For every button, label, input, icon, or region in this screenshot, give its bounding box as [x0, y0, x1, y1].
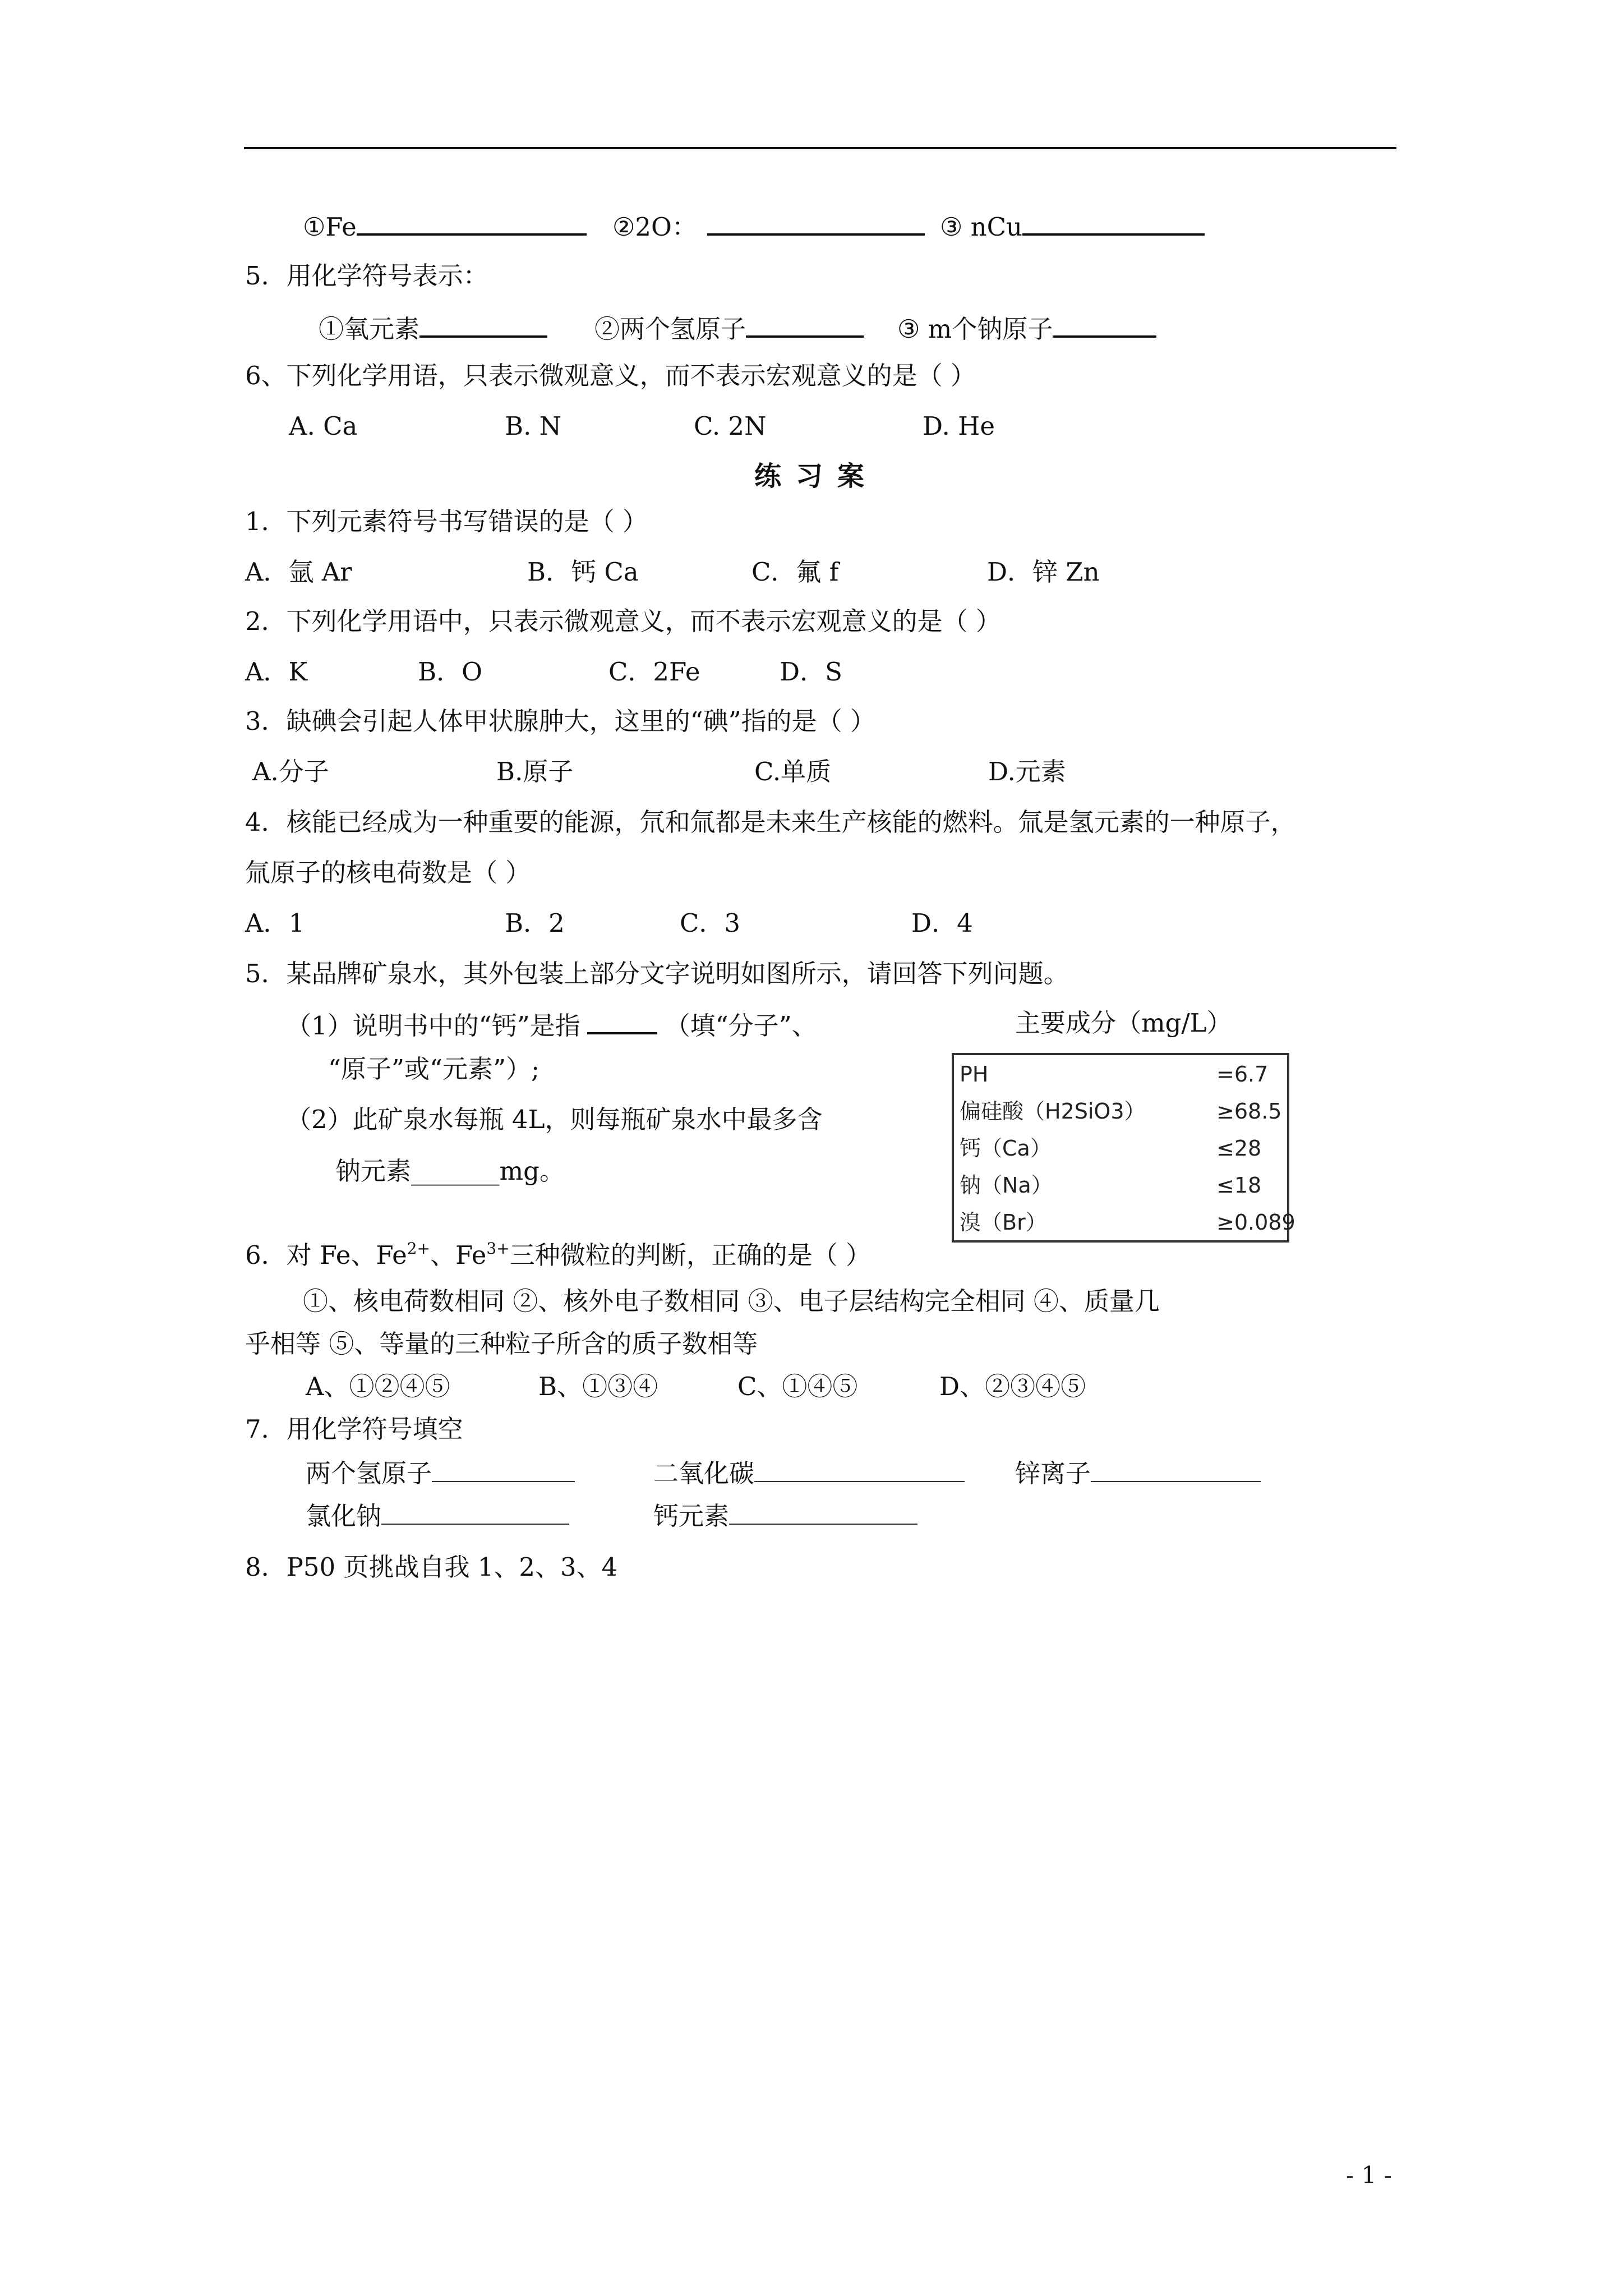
option-d[interactable]: D.元素: [988, 757, 1066, 786]
option-c[interactable]: C．氟 f: [751, 557, 839, 587]
question-title: 4．核能已经成为一种重要的能源，氘和氚都是未来生产核能的燃料。氚是氢元素的一种原子，: [245, 807, 1296, 837]
answer-blank[interactable]: [587, 1006, 657, 1034]
question-text: ①、核电荷数相同 ②、核外电子数相同 ③、电子层结构完全相同 ④、质量几: [303, 1286, 1160, 1316]
composition-value: ≥68.5: [1216, 1099, 1282, 1124]
fill-item-oxygen-element: ①氧元素: [319, 310, 547, 346]
option-c[interactable]: C.单质: [754, 757, 832, 786]
answer-blank[interactable]: [432, 1455, 575, 1482]
fill-item-two-hydrogen-atoms: ②两个氢原子: [594, 310, 864, 346]
answer-blank[interactable]: [357, 208, 587, 236]
option-d[interactable]: D．锌 Zn: [987, 557, 1100, 587]
fill-item-m-sodium-atoms: ③ m个钠原子: [897, 310, 1156, 346]
option-a[interactable]: A.分子: [252, 757, 329, 786]
answer-blank[interactable]: [1022, 208, 1205, 236]
option-a[interactable]: A、①②④⑤: [306, 1372, 450, 1401]
option-a[interactable]: A. Ca: [289, 411, 358, 441]
option-b[interactable]: B. N: [505, 411, 562, 441]
composition-table: [952, 1053, 1295, 1243]
header-rule: [244, 147, 1396, 149]
fill-item-2o: ②2O：: [612, 208, 925, 244]
answer-blank[interactable]: [381, 1498, 569, 1525]
composition-row: 钙（Ca）: [960, 1136, 1052, 1161]
option-a[interactable]: A．K: [245, 657, 308, 687]
question-title: 1．下列元素符号书写错误的是（ ）: [245, 507, 648, 536]
question-title: 5．某品牌矿泉水，其外包装上部分文字说明如图所示，请回答下列问题。: [245, 959, 1069, 988]
composition-row: PH: [960, 1062, 989, 1087]
option-a[interactable]: A．氩 Ar: [245, 557, 352, 587]
option-c[interactable]: C、①④⑤: [737, 1372, 858, 1401]
composition-value: ≤28: [1216, 1136, 1262, 1161]
fill-item: 氯化钠: [306, 1498, 569, 1533]
question-title: 5．用化学符号表示：: [245, 261, 488, 291]
fill-item: 锌离子: [1015, 1455, 1261, 1490]
answer-blank[interactable]: [707, 208, 925, 236]
answer-blank[interactable]: [1053, 310, 1156, 338]
option-d[interactable]: D．S: [780, 657, 842, 687]
option-c[interactable]: C．2Fe: [608, 657, 700, 687]
option-d[interactable]: D．4: [911, 908, 973, 938]
question-title: 6、下列化学用语，只表示微观意义，而不表示宏观意义的是（ ）: [245, 361, 976, 390]
fill-item: 钙元素: [653, 1498, 917, 1533]
answer-blank[interactable]: [729, 1498, 917, 1525]
question-text: 乎相等 ⑤、等量的三种粒子所含的质子数相等: [245, 1329, 758, 1359]
fill-item-fe: ①Fe: [303, 208, 587, 244]
question-title: 8．P50 页挑战自我 1、2、3、4: [245, 1552, 618, 1582]
option-b[interactable]: B．钙 Ca: [527, 557, 639, 587]
question-text: “原子”或“元素”）;: [328, 1054, 540, 1084]
option-d[interactable]: D. He: [923, 411, 995, 441]
page-number: - 1 -: [1346, 2161, 1392, 2189]
answer-blank[interactable]: [1091, 1455, 1261, 1482]
sub-question-1: （1）说明书中的“钙”是指 （填“分子”、: [286, 1006, 817, 1043]
question-text: 氚原子的核电荷数是（ ）: [245, 858, 531, 887]
option-a[interactable]: A．1: [245, 908, 305, 938]
composition-value: =6.7: [1216, 1062, 1269, 1087]
composition-row: 偏硅酸（H2SiO3）: [960, 1099, 1146, 1124]
question-title: 6．对 Fe、$Fe^{2+}$、$Fe^{3+}$三种微粒的判断，正确的是（ ）: [245, 1239, 872, 1270]
composition-value: ≥0.089: [1216, 1210, 1295, 1235]
question-title: 7．用化学符号填空: [245, 1414, 463, 1444]
composition-row: 溴（Br）: [960, 1210, 1047, 1235]
section-title: 练习案: [754, 461, 879, 492]
sub-question-2: （2）此矿泉水每瓶 4L，则每瓶矿泉水中最多含: [286, 1105, 823, 1134]
fill-item: 二氧化碳: [653, 1455, 965, 1490]
option-b[interactable]: B．O: [418, 657, 482, 687]
question-title: 3．缺碘会引起人体甲状腺肿大，这里的“碘”指的是（ ）: [245, 706, 875, 736]
option-b[interactable]: B.原子: [496, 757, 574, 786]
answer-blank[interactable]: [419, 310, 547, 338]
composition-heading: 主要成分（mg/L）: [1015, 1008, 1232, 1038]
answer-blank[interactable]: [754, 1455, 965, 1482]
option-b[interactable]: B．2: [505, 908, 565, 938]
answer-blank[interactable]: [746, 310, 864, 338]
question-title: 2．下列化学用语中，只表示微观意义，而不表示宏观意义的是（ ）: [245, 606, 1001, 636]
option-b[interactable]: B、①③④: [538, 1372, 658, 1401]
fill-item: 两个氢原子: [306, 1455, 575, 1490]
option-d[interactable]: D、②③④⑤: [939, 1372, 1086, 1401]
composition-row: 钠（Na）: [960, 1173, 1053, 1198]
option-c[interactable]: C. 2N: [694, 411, 767, 441]
option-c[interactable]: C．3: [680, 908, 741, 938]
question-text: 钠元素_______mg。: [335, 1156, 565, 1186]
fill-item-ncu: ③ nCu: [940, 208, 1205, 244]
composition-value: ≤18: [1216, 1173, 1262, 1198]
